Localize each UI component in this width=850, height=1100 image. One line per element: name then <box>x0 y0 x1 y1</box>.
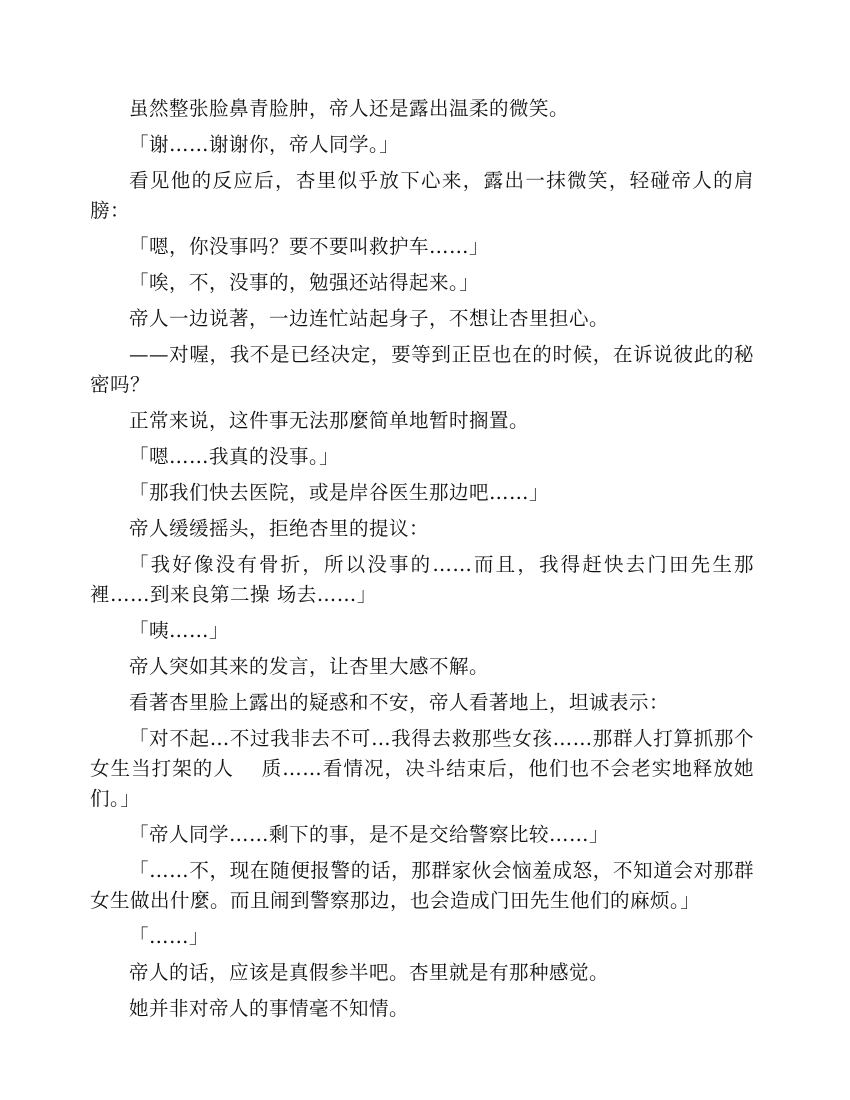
paragraph: 正常来说，这件事无法那麼简单地暂时搁置。 <box>129 409 530 432</box>
paragraph: 「那我们快去医院，或是岸谷医生那边吧……」 <box>129 481 550 504</box>
paragraph: 「唉，不，没事的，勉强还站得起来。」 <box>129 271 480 294</box>
paragraph: 「……」 <box>129 925 210 948</box>
paragraph: 「我好像没有骨折，所以没事的……而且，我得赶快去门田先生那裡……到来良第二操 场去……」 <box>90 553 754 606</box>
paragraph: 看著杏里脸上露出的疑惑和不安，帝人看著地上，坦诚表示： <box>129 691 670 714</box>
paragraph: ——对喔，我不是已经决定，要等到正臣也在的时候，在诉说彼此的秘密吗？ <box>90 343 754 396</box>
paragraph: 「……不，现在随便报警的话，那群家伙会恼羞成怒，不知道会对那群女生做出什麼。而且闹到警察那边，也会造成门田先生他们的麻烦。」 <box>90 859 754 912</box>
paragraph: 看见他的反应后，杏里似乎放下心来，露出一抹微笑，轻碰帝人的肩膀： <box>90 169 754 222</box>
paragraph: 「对不起…不过我非去不可…我得去救那些女孩……那群人打算抓那个女生当打架的人 质……看情况，决斗结束后，他们也不会老实地释放她们。」 <box>90 727 754 810</box>
paragraph: 「帝人同学……剩下的事，是不是交给警察比较……」 <box>129 823 610 846</box>
document-page <box>90 94 754 1030</box>
paragraph: 「嗯，你没事吗？要不要叫救护车……」 <box>129 235 490 258</box>
paragraph: 帝人的话，应该是真假参半吧。杏里就是有那种感觉。 <box>129 961 610 984</box>
paragraph: 帝人突如其来的发言，让杏里大感不解。 <box>129 655 490 678</box>
paragraph: 她并非对帝人的事情毫不知情。 <box>129 997 410 1020</box>
paragraph: 「嗯……我真的没事。」 <box>129 445 340 468</box>
paragraph: 帝人缓缓摇头，拒绝杏里的提议： <box>129 517 430 540</box>
paragraph: 「谢……谢谢你，帝人同学。」 <box>129 133 400 156</box>
paragraph: 虽然整张脸鼻青脸肿，帝人还是露出温柔的微笑。 <box>129 97 570 120</box>
paragraph: 帝人一边说著，一边连忙站起身子，不想让杏里担心。 <box>129 307 610 330</box>
paragraph: 「咦……」 <box>129 619 230 642</box>
